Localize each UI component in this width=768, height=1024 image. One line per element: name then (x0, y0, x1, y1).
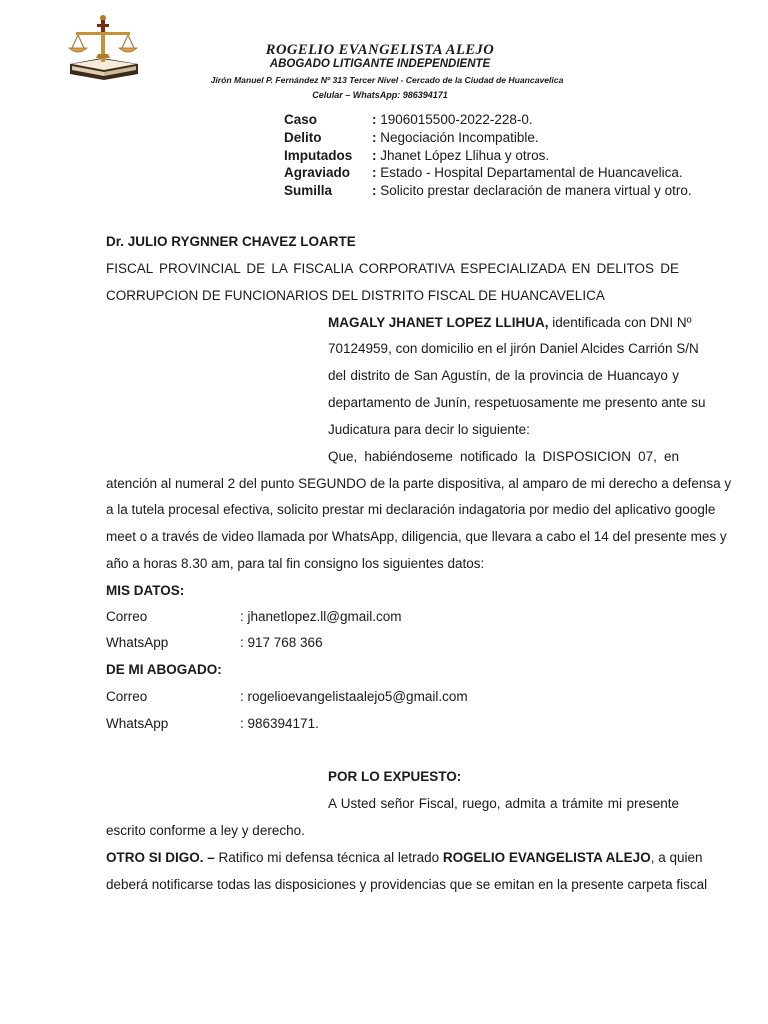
lawyer-name-header: ROGELIO EVANGELISTA ALEJO (265, 42, 495, 58)
intro-line: MAGALY JHANET LOPEZ LLIHUA, identificada con DNI Nº (328, 315, 692, 330)
expuesto-line: A Usted señor Fiscal, ruego, admita a trámite mi presente (328, 796, 679, 811)
addressee-line: CORRUPCION DE FUNCIONARIOS DEL DISTRITO FISCAL DE HUANCAVELICA (106, 288, 605, 303)
meta-key: Sumilla (284, 183, 333, 199)
abogado-heading: DE MI ABOGADO: (106, 662, 222, 677)
contact-value: : 917 768 366 (240, 635, 323, 650)
intro-line: del distrito de San Agustín, de la provincia de Huancayo y (328, 368, 679, 383)
expuesto-line: escrito conforme a ley y derecho. (106, 823, 305, 838)
document-body (106, 0, 732, 1024)
paragraph-line: meet o a través de video llamada por WhatsApp, diligencia, que llevara a cabo el 14 del presente mes y (106, 529, 727, 544)
intro-line: 70124959, con domicilio en el jirón Daniel Alcides Carrión S/N (328, 341, 699, 356)
contact-label: WhatsApp (106, 716, 169, 731)
mis-datos-heading: MIS DATOS: (106, 583, 185, 598)
lawyer-title-header: ABOGADO LITIGANTE INDEPENDIENTE (269, 58, 491, 70)
contact-value: : 986394171. (240, 716, 319, 731)
expuesto-heading: POR LO EXPUESTO: (328, 769, 462, 784)
contact-value: : rogelioevangelistaalejo5@gmail.com (240, 689, 468, 704)
meta-value: : Negociación Incompatible. (372, 129, 539, 145)
contact-label: Correo (106, 689, 148, 704)
meta-key: Delito (284, 129, 322, 145)
paragraph-line: año a horas 8.30 am, para tal fin consigno los siguientes datos: (106, 556, 485, 571)
meta-key: Agraviado (284, 165, 351, 181)
meta-value: : Solicito prestar declaración de manera virtual y otro. (372, 183, 692, 199)
contact-value: : jhanetlopez.ll@gmail.com (240, 609, 402, 624)
lawyer-address-header: Jirón Manuel P. Fernández Nº 313 Tercer Nivel - Cercado de la Ciudad de Huancavelica (210, 75, 564, 85)
intro-line: departamento de Junín, respetuosamente me presento ante su (328, 395, 706, 410)
lawyer-phone-header: Celular – WhatsApp: 986394171 (312, 90, 448, 100)
meta-key: Imputados (284, 147, 353, 163)
addressee-line: FISCAL PROVINCIAL DE LA FISCALIA CORPORATIVA ESPECIALIZADA EN DELITOS DE (106, 261, 679, 276)
contact-label: Correo (106, 609, 148, 624)
intro-line: Judicatura para decir lo siguiente: (328, 422, 530, 437)
meta-key: Caso (284, 112, 318, 127)
meta-value: : 1906015500-2022-228-0. (372, 112, 533, 127)
addressee-name: Dr. JULIO RYGNNER CHAVEZ LOARTE (106, 234, 356, 249)
otrosi-line: OTRO SI DIGO. – Ratifico mi defensa técnica al letrado ROGELIO EVANGELISTA ALEJO, a quien (106, 850, 703, 865)
meta-value: : Jhanet López Llihua y otros. (372, 147, 550, 163)
meta-value: : Estado - Hospital Departamental de Huancavelica. (372, 165, 683, 181)
paragraph-line: a la tutela procesal efectiva, solicito prestar mi declaración indagatoria por medio del aplicativo google (106, 502, 716, 517)
contact-label: WhatsApp (106, 635, 169, 650)
paragraph-line: Que, habiéndoseme notificado la DISPOSICION 07, en (328, 449, 679, 464)
paragraph-line: atención al numeral 2 del punto SEGUNDO de la parte dispositiva, al amparo de mi derecho a defensa y (106, 476, 732, 491)
otrosi-line: deberá notificarse todas las disposiciones y providencias que se emitan en la presente carpeta fiscal (106, 877, 708, 892)
